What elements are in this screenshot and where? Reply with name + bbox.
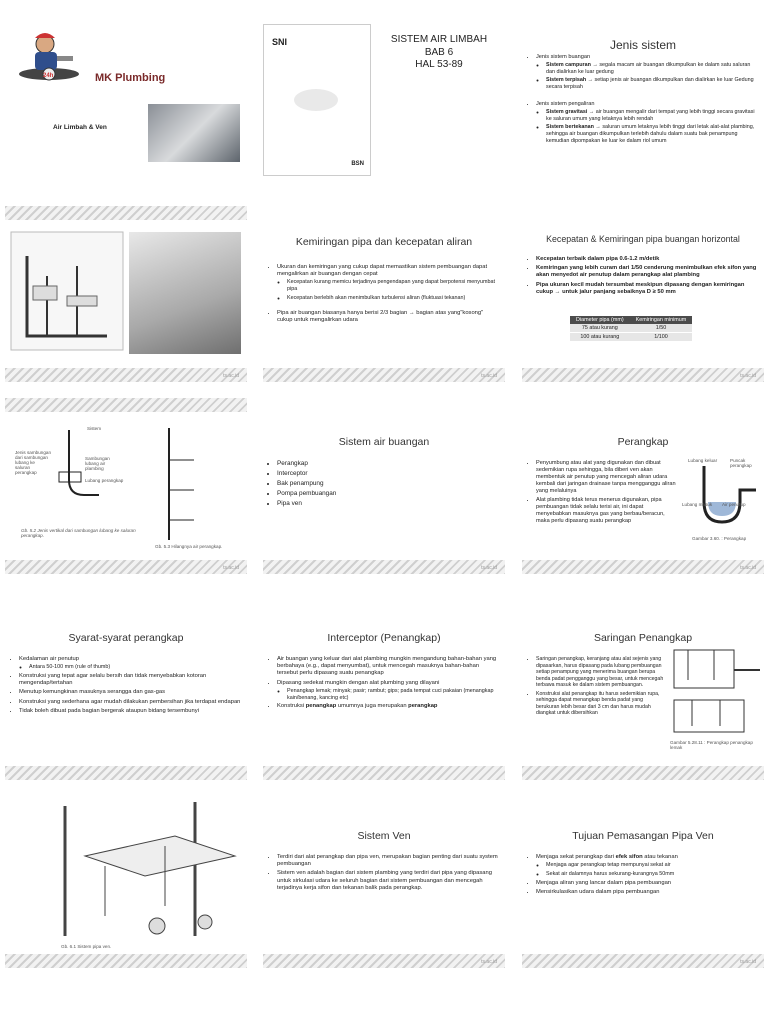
plumber-logo-icon <box>11 28 81 84</box>
slide-body <box>528 460 678 527</box>
list-item: • Pipa ven <box>277 500 499 508</box>
trap-diagram <box>686 462 758 532</box>
diagram-caption: Gb. 5.2 Jenis vertikal dari sambungan lubang ke saluran perangkap. <box>21 528 136 538</box>
slide-title: Perangkap <box>617 436 669 448</box>
decorative-band <box>263 766 505 780</box>
diagram-caption: Gambar 3.60. : Perangkap <box>692 536 747 541</box>
slide-title: Syarat-syarat perangkap <box>68 632 184 644</box>
decorative-band <box>522 766 764 780</box>
slide-tujuan-pipa-ven[interactable] <box>522 792 764 968</box>
bullet: • Konstruksi yang sederhana agar mudah dilakukan pembersihan jika terdapat endapan <box>19 699 243 706</box>
sni-logo: SNI <box>272 37 288 47</box>
slide-vent-diagram[interactable] <box>5 792 247 968</box>
sub-bullet: ◦ Sistem bertekanan → saluran umum letaknya lebih tinggi dari letak alat-alat plambing, sehingga air buangan dikumpulkan terlebih dahulu dalam suatu bak penampung kemudian dipompakan ke luar ke dalam riol umum <box>546 124 758 144</box>
vent-system-diagram <box>45 796 245 946</box>
bullet: • Saringan penangkap, keranjang atau alat sejenis yang dipasarkan, harus dipasang pada lubang pembuangan setiap penampung yang menerima buangan berupa benda padat pengganggu yang besar, untuk mencegah terbawa masuk ke dalam sistem pembuangan. <box>536 656 666 689</box>
slide-plumbing-diagram[interactable] <box>5 206 247 382</box>
pipe-installation-photo <box>129 232 241 354</box>
diagram-label: Sistem <box>87 426 102 431</box>
slide-title: Sistem air buangan <box>338 436 430 448</box>
slide-title: MK Plumbing <box>95 72 166 84</box>
bullet: • Konstruksi yang tepat agar selalu bersih dan tidak menyebabkan kotoran mengendap/tertahan <box>19 673 243 687</box>
sub-bullet: ◦ Antara 50-100 mm (rule of thumb) <box>29 664 243 671</box>
decorative-band <box>5 368 247 382</box>
title-line-3: HAL 53-89 <box>415 59 463 70</box>
table-row: 75 atau kurang 1/50 <box>570 324 692 333</box>
bullet: • Dipasang sedekat mungkin dengan alat plumbing yang dilayani ◦ Penangkap lemak; minyak; pasir; rambut; gips; pada tempat cuci pakaian (menangkap kain/benang, kancing etc) <box>277 680 501 702</box>
list-item: • Interceptor <box>277 470 499 478</box>
trap-label: Lubang masuk <box>682 502 713 507</box>
table-header: Kemiringan minimum <box>630 316 693 324</box>
bullet: • Konstruksi penangkap umumnya juga merupakan perangkap <box>277 703 501 710</box>
slide-saringan-penangkap[interactable] <box>522 604 764 780</box>
diagram-label: Lubang perangkap <box>85 478 124 483</box>
sub-bullet: ◦ Kecepatan kurang memicu terjadinya pengendapan yang dapat berpotensi menyumbat pipa <box>287 279 499 293</box>
bullet: • Kecepatan terbaik dalam pipa 0.6-1.2 m/detik <box>536 256 758 263</box>
trap-label: Air penutup <box>722 502 746 507</box>
sub-bullet: ◦ Sistem terpisah → setiap jenis air buangan dikumpulkan dan dialirkan ke luar Gedung secara terpisah <box>546 77 758 91</box>
table-row: 100 atau kurang 1/100 <box>570 333 692 342</box>
bullet: • Menjaga sekat perangkap dari efek sifon atau tekanan ◦ Menjaga agar perangkap tetap mempunyai sekat air ◦ Sekat air dalamnya harus sekurang-kurangnya 50mm <box>536 854 760 878</box>
slide-perangkap[interactable] <box>522 398 764 574</box>
bullet: • Air buangan yang keluar dari alat plambing mungkin mengandung bahan-bahan yang berbahaya (e.g., dapat menyumbat), untuk mencegah masuknya bahan-bahan tersebut perlu dipasang suatu penangkap <box>277 656 501 678</box>
slide-title: Saringan Penangkap <box>593 632 693 644</box>
sni-document <box>263 24 371 176</box>
decorative-band <box>263 560 505 574</box>
watermark: ts.ac.id <box>740 959 756 965</box>
slide-body <box>269 264 499 326</box>
bullet: • Mensirkulasikan udara dalam pipa pembuangan <box>536 889 760 896</box>
decorative-band <box>522 368 764 382</box>
grease-interceptor-diagram <box>668 640 762 740</box>
slide-body <box>269 656 501 713</box>
bullet: • Kedalaman air penutup ◦ Antara 50-100 mm (rule of thumb) <box>19 656 243 671</box>
list-item: • Pompa pembuangan <box>277 490 499 498</box>
diagram-label: Sambungan lubang air plambing <box>85 456 110 471</box>
slide-body <box>528 656 666 719</box>
list-item: • Perangkap <box>277 460 499 468</box>
watermark: ts.ac.id <box>481 565 497 571</box>
slide-body <box>528 54 758 147</box>
slide-sni-cover[interactable] <box>263 24 505 200</box>
bullet: • Ukuran dan kemiringan yang cukup dapat memastikan sistem pembuangan dapat mengalirkan air buangan dengan cepat ◦ Kecepatan kurang memicu terjadinya pengendapan yang dapat berpotensi menyumbat pipa ◦ Kecepatan berlebih akan menimbulkan turbulensi aliran (fluktuasi tekanan) <box>277 264 499 302</box>
decorative-band <box>5 954 247 968</box>
slide-interceptor[interactable] <box>263 604 505 780</box>
watermark: ts.ac.id <box>740 565 756 571</box>
title-line-1: SISTEM AIR LIMBAH <box>390 34 488 45</box>
sistem-air-limbah-title <box>379 34 499 72</box>
decorative-band <box>522 954 764 968</box>
bsn-logo: BSN <box>351 161 364 167</box>
list-item: • Bak penampung <box>277 480 499 488</box>
diagram-caption: Gambar 5.28.11 : Perangkap penangkap lemak <box>670 740 753 750</box>
decorative-band <box>522 560 764 574</box>
slide-subtitle: Air Limbah & Ven <box>53 124 107 131</box>
slide-sistem-air-buangan[interactable] <box>263 398 505 574</box>
bullet: • Pipa ukuran kecil mudah tersumbat meskipun dipasang dengan kemiringan cukup → untuk jalur panjang sebaiknya D ≥ 50 mm <box>536 282 758 296</box>
diagram-caption: Gb. 5.3 Hilangnya air perangkap. <box>155 544 223 549</box>
slide-title: Interceptor (Penangkap) <box>327 632 441 644</box>
slide-title: Kemiringan pipa dan kecepatan aliran <box>295 236 473 248</box>
sub-bullet: ◦ Menjaga agar perangkap tetap mempunyai sekat air <box>546 862 760 869</box>
slide-mk-plumbing[interactable] <box>5 24 247 200</box>
slide-jenis-sistem[interactable] <box>522 24 764 200</box>
building-plumbing-diagram <box>7 226 127 366</box>
bullet: • Kemiringan yang lebih curam dari 1/50 cenderung menimbulkan efek sifon yang akan menyedot air penutup dalam perangkap alat plambing <box>536 265 758 279</box>
sub-bullet: ◦ Sistem gravitasi → air buangan mengalir dari tempat yang lebih tinggi secara gravitasi ke saluran umum yang letaknya lebih rendah <box>546 109 758 123</box>
watermark: ts.ac.id <box>481 959 497 965</box>
bullet: • Menjaga aliran yang lancar dalam pipa pembuangan <box>536 880 760 887</box>
slide-sistem-ven[interactable] <box>263 792 505 968</box>
watermark: ts.ac.id <box>223 373 239 379</box>
sub-bullet: ◦ Penangkap lemak; minyak; pasir; rambut; gips; pada tempat cuci pakaian (menangkap kain/benang, kancing etc) <box>287 688 501 702</box>
slide-body <box>11 656 243 717</box>
bullet: • Penyumbung atau alat yang digunakan dan dibuat sedemikian rupa sehingga, bila diberi ven akan membentuk air penutup yang mencegah aliran udara kembali dari jaringan drainase tanpa mengganggu aliran yang melaluinya <box>536 460 678 495</box>
slide-sambungan-diagram[interactable] <box>5 398 247 574</box>
watermark: ts.ac.id <box>223 565 239 571</box>
watermark: ts.ac.id <box>481 373 497 379</box>
bullet: • Konstruksi alat penangkap itu harus sedemikian rupa, sehingga dapat menangkap benda padat yang berukuran lebih besar dari 3 cm dan harus mudah diangkat untuk dibersihkan <box>536 691 666 717</box>
bullet: • Tidak boleh dibuat pada bagian bergerak ataupun bidang tersembunyi <box>19 708 243 715</box>
decorative-band <box>263 368 505 382</box>
slide-title: Tujuan Pemasangan Pipa Ven <box>572 830 714 842</box>
decorative-band <box>263 954 505 968</box>
table-header: Diameter pipa (mm) <box>570 316 630 324</box>
decorative-band <box>5 206 247 220</box>
trap-label: Puncak perangkap <box>730 458 752 468</box>
slide-title: Jenis sistem <box>609 38 677 52</box>
svg-text:24h: 24h <box>43 73 54 79</box>
slide-body <box>269 854 501 894</box>
slide-kecepatan-kemiringan[interactable] <box>522 206 764 382</box>
decorative-band <box>5 398 247 412</box>
bullet: • Jenis sistem pengaliran ◦ Sistem gravitasi → air buangan mengalir dari tempat yang lebih tinggi secara gravitasi ke saluran umum yang letaknya lebih rendah ◦ Sistem bertekanan → saluran umum letaknya lebih tinggi dari letak alat-alat plambing, sehingga air buangan dikumpulkan terlebih dahulu dalam suatu bak penampung kemudian dipompakan ke luar ke dalam riol umum <box>536 101 758 145</box>
bullet: • Terdiri dari alat perangkap dan pipa ven, merupakan bagian penting dari suatu system pembuangan <box>277 854 501 868</box>
title-line-2: BAB 6 <box>424 46 454 58</box>
slide-body <box>269 460 499 510</box>
bullet: • Sistem ven adalah bagian dari sistem plambing yang terdiri dari pipa yang dipasang untuk sirkulasi udara ke seluruh bagian dari sistem pembuangan dan mencegah terjadinya kerja sifon dan tekanan balik pada perangkap. <box>277 870 501 892</box>
decorative-band <box>5 560 247 574</box>
bullet: • Pipa air buangan biasanya hanya berisi 2/3 bagian → bagian atas yang"kosong" cukup untuk mengalirkan udara <box>277 310 499 324</box>
sub-bullet: ◦ Sekat air dalamnya harus sekurang-kurangnya 50mm <box>546 871 760 878</box>
diagram-label: Jenis sambungan dari sambungan lubang ke saluran perangkap <box>15 450 52 475</box>
watermark: ts.ac.id <box>740 373 756 379</box>
sub-bullet: ◦ Sistem campuran → segala macam air buangan dikumpulkan ke dalam satu saluran dan dialirkan ke luar gedung <box>546 62 758 76</box>
slide-kemiringan-pipa[interactable] <box>263 206 505 382</box>
slide-syarat-perangkap[interactable] <box>5 604 247 780</box>
trap-label: Lubang keluar <box>688 458 718 463</box>
decorative-band <box>5 766 247 780</box>
bullet: • Alat plambing tidak terus menerus digunakan, pipa pembuangan tidak selalu terisi air, ini dapat menyebabkan masuknya gas yang berbau/beracun, maka perlu dipasang suatu perangkap <box>536 497 678 525</box>
bullet: • Jenis sistem buangan ◦ Sistem campuran → segala macam air buangan dikumpulkan ke dalam satu saluran dan dialirkan ke luar gedung ◦ Sistem terpisah → setiap jenis air buangan dikumpulkan dan dialirkan ke luar Gedung secara terpisah <box>536 54 758 91</box>
bullet: • Menutup kemungkinan masuknya serangga dan gas-gas <box>19 689 243 696</box>
sub-bullet: ◦ Kecepatan berlebih akan menimbulkan turbulensi aliran (fluktuasi tekanan) <box>287 295 499 302</box>
slide-body <box>528 854 760 898</box>
slide-body <box>528 256 758 298</box>
slide-title: Kecepatan & Kemiringan pipa buangan horizontal <box>546 234 740 244</box>
slide-title: Sistem Ven <box>357 830 411 842</box>
bsn-watermark <box>294 89 338 111</box>
diagram-caption: Gb. 6.1 Sistem pipa ven. <box>61 944 112 949</box>
slope-table <box>570 316 692 342</box>
pipe-photo <box>148 104 240 162</box>
